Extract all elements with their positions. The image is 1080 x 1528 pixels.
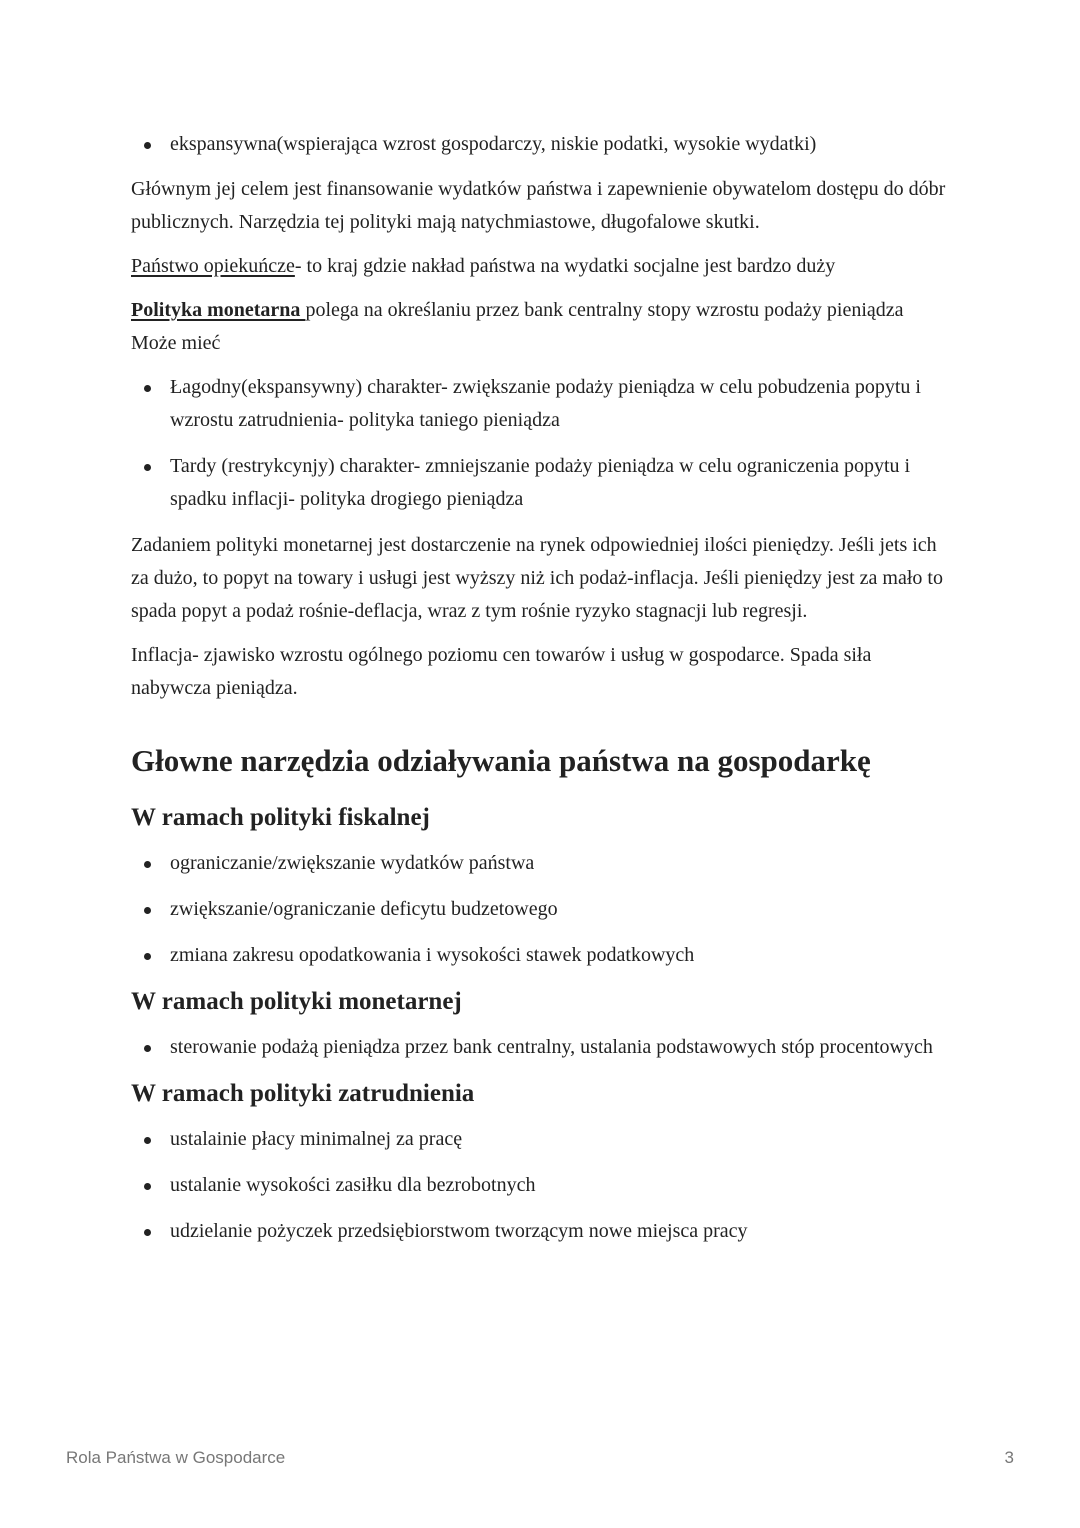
list-item: ustalanie wysokości zasiłku dla bezrobotnych [131, 1169, 951, 1202]
subheading-monetary: W ramach polityki monetarnej [131, 988, 462, 1015]
list-item: ekspansywna(wspierająca wzrost gospodarczy, niskie podatki, wysokie wydatki) [131, 128, 951, 161]
list-item: zwiększanie/ograniczanie deficytu budzetowego [131, 893, 951, 926]
employment-tools-list [131, 1123, 951, 1248]
list-item: Tardy (restrykcynjy) charakter- zmniejszanie podaży pieniądza w celu ograniczenia popytu i spadku inflacji- polityka drogiego pieniądza [131, 450, 951, 516]
page-number: 3 [1004, 1448, 1014, 1467]
definition-welfare-state: - to kraj gdzie nakład państwa na wydatki socjalne jest bardzo duży [294, 255, 836, 277]
subheading-employment: W ramach polityki zatrudnienia [131, 1080, 475, 1107]
paragraph-inflation: Inflacja- zjawisko wzrostu ogólnego poziomu cen towarów i usług w gospodarce. Spada siła nabywcza pieniądza. [131, 644, 872, 699]
paragraph-monetary-task: Zadaniem polityki monetarnej jest dostarczenie na rynek odpowiedniej ilości pieniędzy. Jeśli jets ich za dużo, to popyt na towary i usługi jest wyższy niż ich podaż-inflacja. Jeśli pieniędzy jest za mało to spada popyt a podaż rośnie-deflacja, wraz z tym rośnie ryzyko stagnacji lub regresji. [131, 534, 943, 622]
list-item: udzielanie pożyczek przedsiębiorstwom tworzącym nowe miejsca pracy [131, 1215, 951, 1248]
section-heading: Głowne narzędzia odziaływania państwa na gospodarkę [131, 743, 871, 778]
definition-monetary-policy: polega na określaniu przez bank centralny stopy wzrostu podaży pieniądza Może mieć [131, 299, 904, 354]
subheading-fiscal: W ramach polityki fiskalnej [131, 804, 430, 831]
term-welfare-state: Państwo opiekuńcze [131, 255, 295, 277]
monetary-character-list [131, 371, 951, 516]
list-item: Łagodny(ekspansywny) charakter- zwiększanie podaży pieniądza w celu pobudzenia popytu i wzrostu zatrudnienia- polityka taniego pieniądza [131, 371, 951, 437]
list-item: ustalainie płacy minimalnej za pracę [131, 1123, 951, 1156]
list-item: ograniczanie/zwiększanie wydatków państwa [131, 847, 951, 880]
document-page [131, 128, 951, 1261]
monetary-tools-list [131, 1031, 951, 1064]
fiscal-tools-list [131, 847, 951, 972]
paragraph-welfare-state [131, 250, 951, 283]
fiscal-type-list [131, 128, 951, 161]
list-item: zmiana zakresu opodatkowania i wysokości stawek podatkowych [131, 939, 951, 972]
paragraph-goal: Głównym jej celem jest finansowanie wydatków państwa i zapewnienie obywatelom dostępu do dóbr publicznych. Narzędzia tej polityki mają natychmiastowe, długofalowe skutki. [131, 178, 946, 233]
list-item: sterowanie podażą pieniądza przez bank centralny, ustalania podstawowych stóp procentowych [131, 1031, 951, 1064]
term-monetary-policy: Polityka monetarna [131, 299, 306, 321]
page-footer [66, 1448, 1014, 1468]
paragraph-monetary-policy [131, 294, 951, 360]
footer-title: Rola Państwa w Gospodarce [66, 1448, 286, 1467]
